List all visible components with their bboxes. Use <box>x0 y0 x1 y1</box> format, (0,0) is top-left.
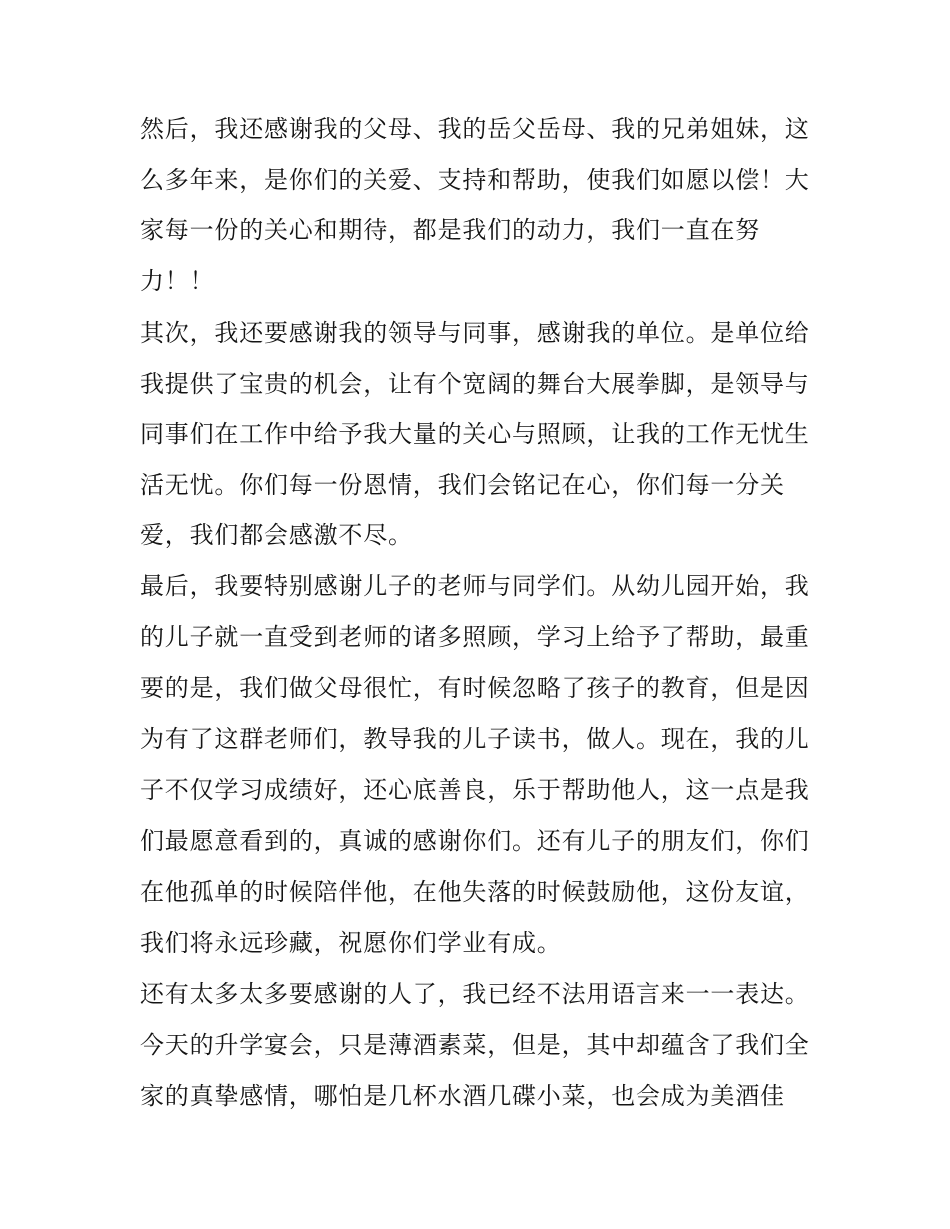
text-line: 爱，我们都会感激不尽。 <box>140 521 413 549</box>
text-line: 的儿子就一直受到老师的诸多照顾，学习上给予了帮助，最重 <box>140 623 810 651</box>
text-line: 力！！ <box>140 267 215 295</box>
text-line: 家每一份的关心和期待，都是我们的动力，我们一直在努 <box>140 216 760 244</box>
text-line: 还有太多太多要感谢的人了，我已经不法用语言来一一表达。 <box>140 980 810 1008</box>
text-line: 我提供了宝贵的机会，让有个宽阔的舞台大展拳脚，是领导与 <box>140 370 810 398</box>
text-line: 要的是，我们做父母很忙，有时候忽略了孩子的教育，但是因 <box>140 674 810 702</box>
text-line: 然后，我还感谢我的父母、我的岳父岳母、我的兄弟姐妹，这 <box>140 115 810 143</box>
text-line: 最后，我要特别感谢儿子的老师与同学们。从幼儿园开始，我 <box>140 572 810 600</box>
text-line: 么多年来，是你们的关爱、支持和帮助，使我们如愿以偿！大 <box>140 166 810 194</box>
text-line: 在他孤单的时候陪伴他，在他失落的时候鼓励他，这份友谊， <box>140 878 810 906</box>
text-line: 活无忧。你们每一份恩情，我们会铭记在心，你们每一分关 <box>140 471 785 499</box>
text-line: 同事们在工作中给予我大量的关心与照顾，让我的工作无忧生 <box>140 420 810 448</box>
text-line: 们最愿意看到的，真诚的感谢你们。还有儿子的朋友们，你们 <box>140 827 810 855</box>
text-line: 家的真挚感情，哪怕是几杯水酒几碟小菜，也会成为美酒佳 <box>140 1082 785 1110</box>
text-line: 今天的升学宴会，只是薄酒素菜，但是，其中却蕴含了我们全 <box>140 1031 810 1059</box>
text-line: 其次，我还要感谢我的领导与同事，感谢我的单位。是单位给 <box>140 319 810 347</box>
text-line: 子不仅学习成绩好，还心底善良，乐于帮助他人，这一点是我 <box>140 776 810 804</box>
text-line: 为有了这群老师们，教导我的儿子读书，做人。现在，我的儿 <box>140 725 810 753</box>
text-line: 我们将永远珍藏，祝愿你们学业有成。 <box>140 929 562 957</box>
